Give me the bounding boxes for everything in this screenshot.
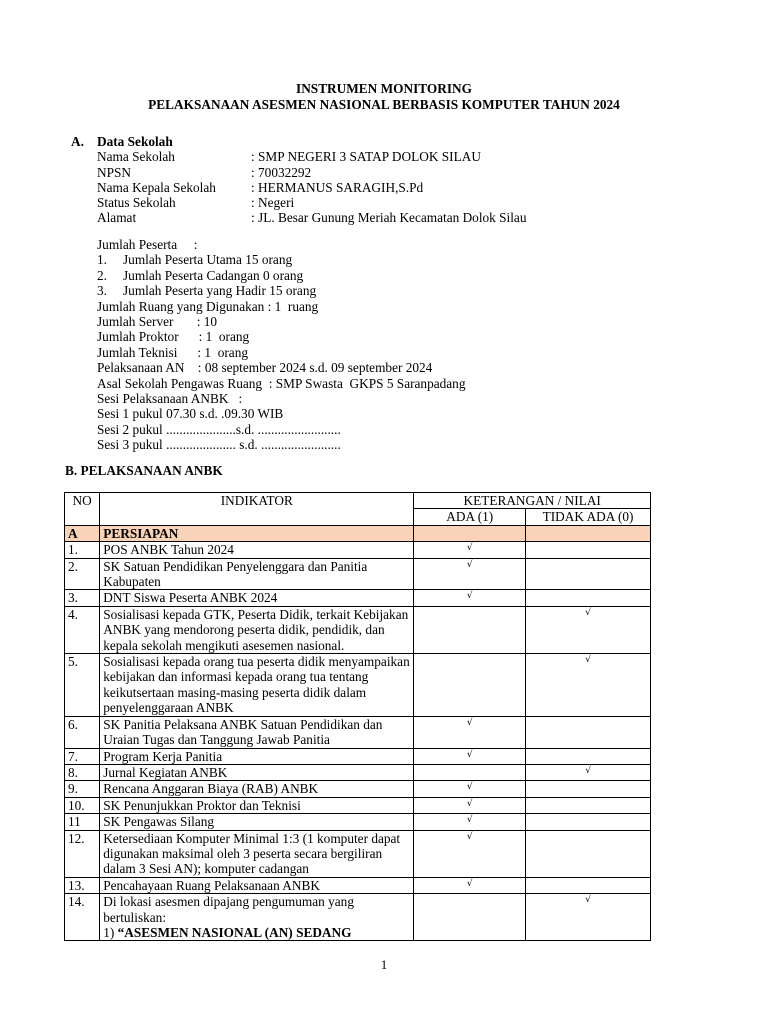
header-ada: ADA (1) <box>414 509 526 525</box>
indikator-text: Ketersediaan Komputer Minimal 1:3 (1 komputer dapat digunakan maksimal oleh 3 peserta secara bergiliran dalam 3 Sesi AN); komputer cadangan <box>103 830 401 877</box>
field-value: : 70032292 <box>251 164 312 180</box>
table-row <box>65 748 651 764</box>
row-number: 6. <box>65 716 100 748</box>
item-number: 2. <box>97 267 107 283</box>
table-row <box>65 654 651 717</box>
field-npsn <box>71 165 711 180</box>
indikator-text: Jurnal Kegiatan ANBK <box>103 764 228 780</box>
cell-tidak-ada <box>526 781 651 797</box>
cell-ada <box>414 716 526 748</box>
field-status-sekolah <box>71 195 711 210</box>
participants-heading: Jumlah Peserta : <box>97 237 198 252</box>
participant-item <box>97 268 717 283</box>
section-a-title: Data Sekolah <box>97 134 173 149</box>
row-number: 1. <box>65 542 100 558</box>
info-line: Sesi Pelaksanaan ANBK : <box>97 391 243 407</box>
row-indikator <box>100 654 414 717</box>
field-value: : HERMANUS SARAGIH,S.Pd <box>251 179 424 195</box>
row-number: 2. <box>65 558 100 590</box>
indikator-text: SK Satuan Pendidikan Penyelenggara dan Panitia Kabupaten <box>103 558 368 590</box>
cell-ada <box>414 654 526 717</box>
table-row <box>65 606 651 653</box>
indikator-text: Di lokasi asesmen dipajang pengumuman yang bertuliskan: <box>103 894 354 925</box>
field-key: Nama Kepala Sekolah <box>97 179 216 195</box>
row-indikator <box>100 877 414 893</box>
document-title: INSTRUMEN MONITORING <box>296 81 472 96</box>
cell-tidak-ada <box>526 558 651 590</box>
indikator-text: SK Penunjukkan Proktor dan Teknisi <box>103 797 301 813</box>
info-line: Sesi 3 pukul ..................... s.d. ........................ <box>97 437 341 453</box>
header-tidak-ada: TIDAK ADA (0) <box>526 509 651 525</box>
row-number: 4. <box>65 606 100 653</box>
row-indikator <box>100 716 414 748</box>
indikator-text: DNT Siswa Peserta ANBK 2024 <box>103 590 278 606</box>
check-mark-icon: √ <box>585 607 591 618</box>
row-number: 7. <box>65 748 100 764</box>
cell-tidak-ada <box>526 654 651 717</box>
section-tidak-cell <box>526 525 651 541</box>
table-row <box>65 814 651 830</box>
cell-ada <box>414 764 526 780</box>
indikator-text: POS ANBK Tahun 2024 <box>103 542 234 558</box>
info-line: Jumlah Proktor : 1 orang <box>97 329 250 345</box>
row-indikator <box>100 814 414 830</box>
info-line: Sesi 1 pukul 07.30 s.d. .09.30 WIB <box>97 406 284 422</box>
cell-ada <box>414 814 526 830</box>
check-mark-icon: √ <box>585 655 591 666</box>
table-row <box>65 558 651 590</box>
cell-tidak-ada <box>526 764 651 780</box>
row-indikator <box>100 781 414 797</box>
cell-tidak-ada <box>526 830 651 877</box>
row-indikator <box>100 558 414 590</box>
section-b-heading: B. PELAKSANAAN ANBK <box>65 463 223 478</box>
table-row <box>65 830 651 877</box>
subitem-number: 1) <box>103 924 115 940</box>
check-mark-icon: √ <box>466 591 473 602</box>
table-header-row <box>65 493 651 509</box>
indikator-text: SK Pengawas Silang <box>103 814 215 830</box>
indikator-text: Program Kerja Panitia <box>103 748 223 764</box>
cell-ada <box>414 590 526 606</box>
participant-item <box>97 283 717 298</box>
cell-tidak-ada <box>526 877 651 893</box>
info-line: Jumlah Teknisi : 1 orang <box>97 344 248 360</box>
cell-tidak-ada <box>526 542 651 558</box>
table-row <box>65 797 651 813</box>
table-row <box>65 590 651 606</box>
page-number: 1 <box>380 957 388 972</box>
indikator-text: Pencahayaan Ruang Pelaksanaan ANBK <box>103 877 320 893</box>
table-row <box>65 764 651 780</box>
monitoring-table <box>64 492 651 941</box>
row-number: 3. <box>65 590 100 606</box>
item-number: 1. <box>97 252 107 268</box>
check-mark-icon: √ <box>466 831 473 842</box>
indikator-subitem <box>103 925 410 940</box>
row-indikator <box>100 590 414 606</box>
section-a-school-data <box>71 134 711 226</box>
document-subtitle: PELAKSANAAN ASESMEN NASIONAL BERBASIS KOMPUTER TAHUN 2024 <box>148 97 620 112</box>
cell-ada <box>414 894 526 941</box>
cell-tidak-ada <box>526 716 651 748</box>
field-kepala-sekolah <box>71 180 711 195</box>
indikator-text: Sosialisasi kepada GTK, Peserta Didik, terkait Kebijakan ANBK yang mendorong peserta didik, pendidik, dan kepala sekolah mengikuti asesemen nasional. <box>103 606 409 653</box>
row-indikator <box>100 797 414 813</box>
table-row <box>65 781 651 797</box>
cell-ada <box>414 877 526 893</box>
table-row <box>65 542 651 558</box>
section-label: PERSIAPAN <box>100 525 414 541</box>
row-indikator <box>100 748 414 764</box>
check-mark-icon: √ <box>466 815 473 826</box>
field-alamat <box>71 210 711 225</box>
item-text: Jumlah Peserta Cadangan 0 orang <box>123 267 304 283</box>
field-nama-sekolah <box>71 149 711 164</box>
info-line: Asal Sekolah Pengawas Ruang : SMP Swasta GKPS 5 Saranpadang <box>97 375 466 391</box>
check-mark-icon: √ <box>466 782 473 793</box>
field-key: Alamat <box>97 210 137 226</box>
check-mark-icon: √ <box>585 765 591 776</box>
cell-tidak-ada <box>526 894 651 941</box>
indikator-text: Sosialisasi kepada orang tua peserta didik menyampaikan kebijakan dan informasi kepada orang tua tentang keikutsertaan masing-masing peserta didik dalam penyelenggaraan ANBK <box>103 654 410 716</box>
check-mark-icon: √ <box>466 543 473 554</box>
row-number: 10. <box>65 797 100 813</box>
info-line: Sesi 2 pukul .....................s.d. ......................... <box>97 421 341 437</box>
check-mark-icon: √ <box>466 717 473 728</box>
header-indikator: INDIKATOR <box>100 493 414 526</box>
section-a-label: A. <box>71 134 84 149</box>
cell-ada <box>414 830 526 877</box>
item-number: 3. <box>97 283 107 299</box>
item-text: Jumlah Peserta Utama 15 orang <box>123 252 293 268</box>
row-number: 12. <box>65 830 100 877</box>
participant-item <box>97 252 717 267</box>
field-key: Nama Sekolah <box>97 149 175 165</box>
cell-tidak-ada <box>526 814 651 830</box>
section-a-heading <box>71 134 711 149</box>
indikator-text: Rencana Anggaran Biaya (RAB) ANBK <box>103 781 319 797</box>
info-line: Jumlah Ruang yang Digunakan : 1 ruang <box>97 298 319 314</box>
info-line: Pelaksanaan AN : 08 september 2024 s.d. 09 september 2024 <box>97 360 433 376</box>
check-mark-icon: √ <box>585 895 591 906</box>
row-number: 13. <box>65 877 100 893</box>
table-row <box>65 716 651 748</box>
field-key: Status Sekolah <box>97 195 176 211</box>
cell-tidak-ada <box>526 606 651 653</box>
section-row-persiapan <box>65 525 651 541</box>
check-mark-icon: √ <box>466 559 473 570</box>
field-value: : JL. Besar Gunung Meriah Kecamatan Dolok Silau <box>251 210 527 226</box>
field-value: : SMP NEGERI 3 SATAP DOLOK SILAU <box>251 149 481 165</box>
field-value: : Negeri <box>251 195 295 211</box>
info-line: Jumlah Server : 10 <box>97 314 218 330</box>
row-number: 9. <box>65 781 100 797</box>
cell-tidak-ada <box>526 590 651 606</box>
check-mark-icon: √ <box>466 749 473 760</box>
check-mark-icon: √ <box>466 878 473 889</box>
row-number: 8. <box>65 764 100 780</box>
indikator-text: SK Panitia Pelaksana ANBK Satuan Pendidikan dan Uraian Tugas dan Tanggung Jawab Panitia <box>103 716 383 748</box>
check-mark-icon: √ <box>466 798 473 809</box>
field-key: NPSN <box>97 164 131 180</box>
cell-ada <box>414 558 526 590</box>
row-indikator <box>100 606 414 653</box>
cell-ada <box>414 542 526 558</box>
participant-info <box>97 237 717 453</box>
cell-ada <box>414 781 526 797</box>
row-number: 14. <box>65 894 100 941</box>
row-number: 11 <box>65 814 100 830</box>
row-indikator <box>100 542 414 558</box>
header-no: NO <box>65 493 100 526</box>
cell-tidak-ada <box>526 748 651 764</box>
table-row <box>65 894 651 941</box>
row-indikator <box>100 764 414 780</box>
row-indikator <box>100 894 414 941</box>
table-row <box>65 877 651 893</box>
section-ada-cell <box>414 525 526 541</box>
subitem-text: “ASESMEN NASIONAL (AN) SEDANG <box>117 924 352 940</box>
header-keterangan: KETERANGAN / NILAI <box>414 493 651 509</box>
item-text: Jumlah Peserta yang Hadir 15 orang <box>123 283 317 299</box>
section-no: A <box>65 525 100 541</box>
row-number: 5. <box>65 654 100 717</box>
cell-ada <box>414 797 526 813</box>
cell-tidak-ada <box>526 797 651 813</box>
row-indikator <box>100 830 414 877</box>
cell-ada <box>414 748 526 764</box>
cell-ada <box>414 606 526 653</box>
